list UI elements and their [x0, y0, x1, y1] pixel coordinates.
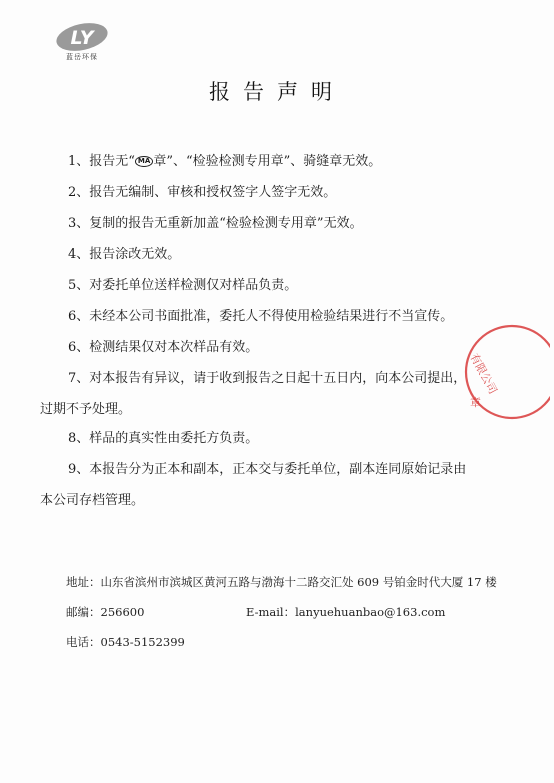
- email-value: lanyuehuanbao@163.com: [295, 605, 446, 619]
- phone-label: 电话：: [66, 635, 101, 649]
- item-10-line-1: 9、本报告分为正本和副本，正本交与委托单位，副本连同原始记录由: [68, 462, 467, 477]
- svg-text:有限公司: 有限公司: [467, 351, 500, 397]
- svg-text:章: 章: [470, 396, 481, 409]
- company-seal-stamp: [440, 320, 550, 430]
- footer-postcode: [66, 604, 144, 620]
- item-1-suffix: 章”、“检验检测专用章”、骑缝章无效。: [153, 154, 382, 169]
- item-2-text: 2、报告无编制、审核和授权签字人签字无效。: [68, 185, 337, 200]
- item-6-text: 6、未经本公司书面批准，委托人不得使用检验结果进行不当宣传。: [68, 309, 454, 324]
- postcode-value: 256600: [100, 605, 145, 619]
- statement-item-2: [40, 177, 506, 208]
- statement-item-9: [40, 423, 506, 454]
- item-7-text: 6、检测结果仅对本次样品有效。: [68, 340, 259, 355]
- footer-email: [246, 604, 445, 620]
- svg-text:LY: LY: [70, 27, 94, 49]
- statement-item-5: [40, 270, 506, 301]
- phone-value: 0543-5152399: [100, 635, 185, 649]
- postcode-label: 邮编：: [66, 605, 101, 619]
- item-9-text: 8、样品的真实性由委托方负责。: [68, 431, 259, 446]
- statement-item-1: [40, 146, 506, 177]
- ma-badge-icon: MA: [135, 156, 153, 167]
- address-value: 山东省滨州市滨城区黄河五路与渤海十二路交汇处 609 号铂金时代大厦 17 楼: [100, 575, 497, 589]
- footer-address: [66, 574, 497, 590]
- statement-item-4: [40, 239, 506, 270]
- item-1-prefix: 1、报告无“: [68, 154, 135, 169]
- page-title: 报告声明: [209, 80, 345, 104]
- statement-item-10: [40, 454, 506, 516]
- item-4-text: 4、报告涂改无效。: [68, 247, 181, 262]
- item-8-line-1: 7、对本报告有异议，请于收到报告之日起十五日内，向本公司提出，: [68, 371, 467, 386]
- statement-item-7: [40, 332, 506, 363]
- footer-phone: [66, 634, 185, 650]
- item-3-text: 3、复制的报告无重新加盖“检验检测专用章”无效。: [68, 216, 363, 231]
- item-5-text: 5、对委托单位送样检测仅对样品负责。: [68, 278, 298, 293]
- email-label: E-mail：: [246, 605, 296, 619]
- item-10-line-2: 本公司存档管理。: [40, 493, 145, 508]
- item-8-line-2: 过期不予处理。: [40, 402, 132, 417]
- statement-item-3: [40, 208, 506, 239]
- statement-item-6: [40, 301, 506, 332]
- logo-caption: 蓝岳环保: [66, 53, 98, 61]
- address-label: 地址：: [66, 575, 101, 589]
- statement-item-8: [40, 363, 506, 425]
